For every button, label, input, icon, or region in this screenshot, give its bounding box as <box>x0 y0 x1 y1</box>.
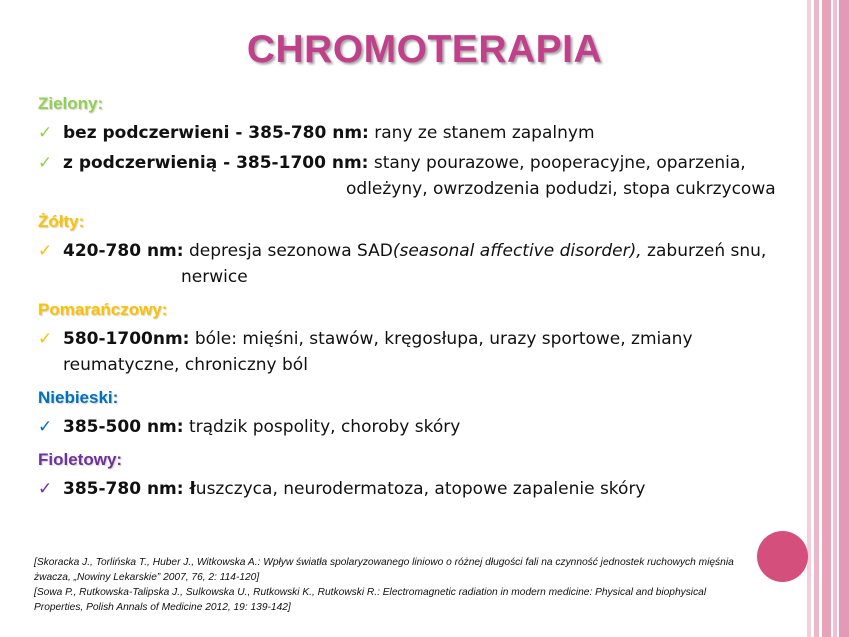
content-area <box>38 92 808 502</box>
decor-stripe <box>822 0 831 637</box>
item-text: depresja sezonowa SAD <box>183 241 393 261</box>
decor-stripe <box>839 0 849 637</box>
item-italic: (seasonal affective disorder), <box>392 241 642 261</box>
section-heading-orange: Pomarańczowy: <box>38 300 168 319</box>
reference-item: [Skoracka J., Torlińska T., Huber J., Witkowska A.: Wpływ światła spolaryzowanego liniowo o różnej długości fali na czynność jednostek ruchowych mięśnia żwacza, „Nowiny Lekarskie” 2007, 76, 2: 114-120] <box>34 557 734 583</box>
item-label: 385-780 nm: ł <box>63 479 196 499</box>
item-text: rany ze stanem zapalnym <box>368 123 595 143</box>
check-icon: ✓ <box>38 417 53 437</box>
list-item <box>38 150 808 202</box>
decor-circle <box>757 531 808 582</box>
item-text: uszczyca, neurodermatoza, atopowe zapalenie skóry <box>195 479 646 499</box>
list-item <box>38 120 808 146</box>
list-item <box>38 326 808 378</box>
check-icon: ✓ <box>38 153 53 173</box>
section-heading-yellow: Żółty: <box>38 212 85 231</box>
item-continuation: odleżyny, owrzodzenia podudzi, stopa cukrzycowa <box>346 179 776 199</box>
check-icon: ✓ <box>38 329 53 349</box>
slide-title: CHROMOTERAPIA <box>246 28 603 71</box>
item-text: bóle: mięśni, stawów, kręgosłupa, urazy sportowe, zmiany <box>189 329 693 349</box>
item-label: 420-780 nm: <box>63 241 184 261</box>
check-icon: ✓ <box>38 123 53 143</box>
item-continuation: nerwice <box>181 267 248 287</box>
item-text: stany pourazowe, pooperacyjne, oparzenia, <box>368 153 746 173</box>
item-label: z podczerwienią - 385-1700 nm: <box>63 153 369 173</box>
item-text: trądzik pospolity, choroby skóry <box>183 417 461 437</box>
item-label: 580-1700nm: <box>63 329 190 349</box>
section-heading-purple: Fioletowy: <box>38 450 123 469</box>
item-tail: zaburzeń snu, <box>641 241 767 261</box>
item-label: 385-500 nm: <box>63 417 184 437</box>
section-heading-blue: Niebieski: <box>38 388 119 407</box>
item-label: bez podczerwieni - 385-780 nm: <box>63 123 369 143</box>
list-item <box>38 476 808 502</box>
reference-item: [Sowa P., Rutkowska-Talipska J., Sulkowska U., Rutkowski K., Rutkowski R.: Electromagnetic radiation in modern medicine: Physical and biophysical Properties, Polish Annals of Medicine 2012, 19: 139-142] <box>34 587 707 613</box>
list-item <box>38 238 808 290</box>
list-item <box>38 414 808 440</box>
references <box>34 555 754 615</box>
section-heading-green: Zielony: <box>38 94 104 113</box>
decor-stripe <box>814 0 819 637</box>
check-icon: ✓ <box>38 241 53 261</box>
item-continuation: reumatyczne, chroniczny ból <box>63 355 308 375</box>
decor-stripe <box>833 0 837 637</box>
check-icon: ✓ <box>38 479 53 499</box>
